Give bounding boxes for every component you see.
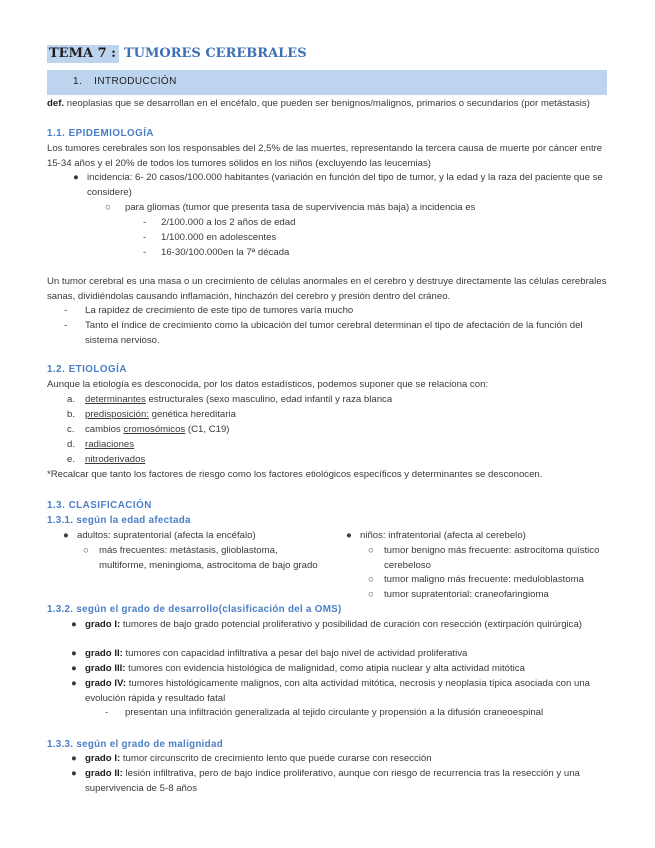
gliomas-item: - 2/100.000 a los 2 años de edad xyxy=(143,217,296,228)
epidemiologia-intro: Los tumores cerebrales son los responsables del 2,5% de las muertes, representando la tercera causa de muerte por cáncer entre 15-34 años y el 20% de todos los tumores sólidos en los niños (excluyendo las leucemias) xyxy=(47,143,603,169)
ninos-subbullet: ○ tumor benigno más frecuente: astrocitoma quístico cerebeloso xyxy=(368,545,600,571)
tema-label: TEMA 7 : xyxy=(47,45,119,64)
heading-desarrollo: 1.3.2. según el grado de desarrollo(clasificación del a OMS) xyxy=(47,604,342,615)
gliomas-subbullet xyxy=(105,201,612,216)
adultos-text: adultos: supratentorial (afecta la encéfalo) xyxy=(77,530,256,541)
gliomas-text: para gliomas (tumor que presenta tasa de supervivencia más baja) a incidencia es xyxy=(125,202,476,213)
gliomas-item-text: 16-30/100.000en la 7ª década xyxy=(161,247,290,258)
ninos-sub-text: tumor maligno más frecuente: meduloblastoma xyxy=(384,574,584,585)
definition-text: neoplasias que se desarrollan en el encéfalo, que pueden ser benignos/malignos, primarios o secundarios (por metástasis) xyxy=(64,98,590,109)
ninos-subbullet: ○ tumor maligno más frecuente: meduloblastoma xyxy=(368,574,584,585)
ninos-sub-text: tumor benigno más frecuente: astrocitoma quístico cerebeloso xyxy=(384,545,600,571)
adultos-subbullet: ○ más frecuentes: metástasis, glioblastoma, multiforme, meningioma, astrocitoma de bajo grado xyxy=(83,545,318,571)
ninos-sub-text: tumor supratentorial: craneofaringioma xyxy=(384,589,549,600)
malignidad-item: ● grado II: lesión infiltrativa, pero de bajo índice proliferativo, aunque con riesgo de recurrencia tras la resección y una supervivencia de 5-8 años xyxy=(71,768,580,794)
ninos-subbullet: ○ tumor supratentorial: craneofaringioma xyxy=(368,589,549,600)
grado-subitem: - presentan una infiltración generalizada al tejido circulante y propensión a la difusión craneoespinal xyxy=(105,707,544,718)
dash-item-text: Tanto el índice de crecimiento como la ubicación del tumor cerebral determinan el tipo de afectación de la función del sistema nervioso. xyxy=(85,320,583,346)
document-title xyxy=(47,43,307,65)
adultos-bullet: ● adultos: supratentorial (afecta la encéfalo) xyxy=(63,530,256,541)
etiologia-item: a. determinantes estructurales (sexo masculino, edad infantil y raza blanca xyxy=(67,394,393,405)
grado-item: ● grado IV: tumores histológicamente malignos, con alta actividad mitótica, necrosis y neoplasia típica asociada con una evolución rápida y resultado fatal xyxy=(71,678,590,704)
definition-paragraph xyxy=(47,97,612,112)
circle-marker: ○ xyxy=(105,202,111,213)
heading-etiologia: 1.2. ETIOLOGÍA xyxy=(47,364,127,375)
section-number: 1. xyxy=(73,76,83,88)
adultos-sub-text: más frecuentes: metástasis, glioblastoma, multiforme, meningioma, astrocitoma de bajo grado xyxy=(99,545,318,571)
tema-title: TUMORES CEREBRALES xyxy=(123,45,307,61)
gliomas-item: - 1/100.000 en adolescentes xyxy=(143,232,277,243)
dash-item: - La rapidez de crecimiento de este tipo de tumores varía mucho xyxy=(64,305,354,316)
gliomas-item-text: 1/100.000 en adolescentes xyxy=(161,232,277,243)
ninos-bullet: ● niños: infratentorial (afecta al cerebelo) xyxy=(346,530,526,541)
incidencia-bullet xyxy=(73,171,612,200)
incidencia-text: incidencia: 6- 20 casos/100.000 habitantes (variación en función del tipo de tumor, y la edad y la raza del paciente que se considere) xyxy=(87,172,603,198)
malignidad-item: ● grado I: tumor circunscrito de crecimiento lento que puede curarse con resección xyxy=(71,753,432,764)
dash-item-text: La rapidez de crecimiento de este tipo de tumores varía mucho xyxy=(85,305,354,316)
heading-clasificacion: 1.3. CLASIFICACIÓN xyxy=(47,500,152,511)
etiologia-item: e. nitroderivados xyxy=(67,454,146,465)
dash-item: - Tanto el índice de crecimiento como la ubicación del tumor cerebral determinan el tipo de afectación de la función del sistema nervioso. xyxy=(64,320,583,346)
bullet-marker: ● xyxy=(73,172,79,183)
etiologia-item: b. predisposición: genética hereditaria xyxy=(67,409,236,420)
etiologia-item: c. cambios cromosómicos (C1, C19) xyxy=(67,424,230,435)
ninos-text: niños: infratentorial (afecta al cerebelo) xyxy=(360,530,526,541)
grado-item: ● grado II: tumores con capacidad infiltrativa a pesar del bajo nivel de actividad proliferativa xyxy=(71,648,468,659)
etiologia-intro: Aunque la etiología es desconocida, por los datos estadísticos, podemos suponer que se relaciona con: xyxy=(47,379,489,390)
etiologia-item: d. radiaciones xyxy=(67,439,135,450)
grado-item: ● grado I: tumores de bajo grado potencial proliferativo y posibilidad de curación con resección (extirpación quirúrgica) xyxy=(71,619,583,630)
heading-epidemiologia: 1.1. EPIDEMIOLOGÍA xyxy=(47,128,154,139)
tumor-definition-paragraph: Un tumor cerebral es una masa o un crecimiento de células anormales en el cerebro y destruye directamente las células cerebrales sanas, dividiéndolas causando inflamación, hinchazón del cerebro y presión dentro del cráneo. xyxy=(47,276,607,302)
section-title: INTRODUCCIÓN xyxy=(94,76,177,88)
gliomas-item-text: 2/100.000 a los 2 años de edad xyxy=(161,217,296,228)
grado-item: ● grado III: tumores con evidencia histológica de malignidad, como atipia nuclear y alta actividad mitótica xyxy=(71,663,525,674)
etiologia-note: *Recalcar que tanto los factores de riesgo como los factores etiológicos específicos y determinantes se desconocen. xyxy=(47,469,543,480)
definition-label: def. xyxy=(47,98,65,109)
section-header-introduccion xyxy=(47,70,607,95)
heading-malignidad: 1.3.3. según el grado de malignidad xyxy=(47,739,223,750)
heading-edad: 1.3.1. según la edad afectada xyxy=(47,515,191,526)
gliomas-item: - 16-30/100.000en la 7ª década xyxy=(143,247,290,258)
